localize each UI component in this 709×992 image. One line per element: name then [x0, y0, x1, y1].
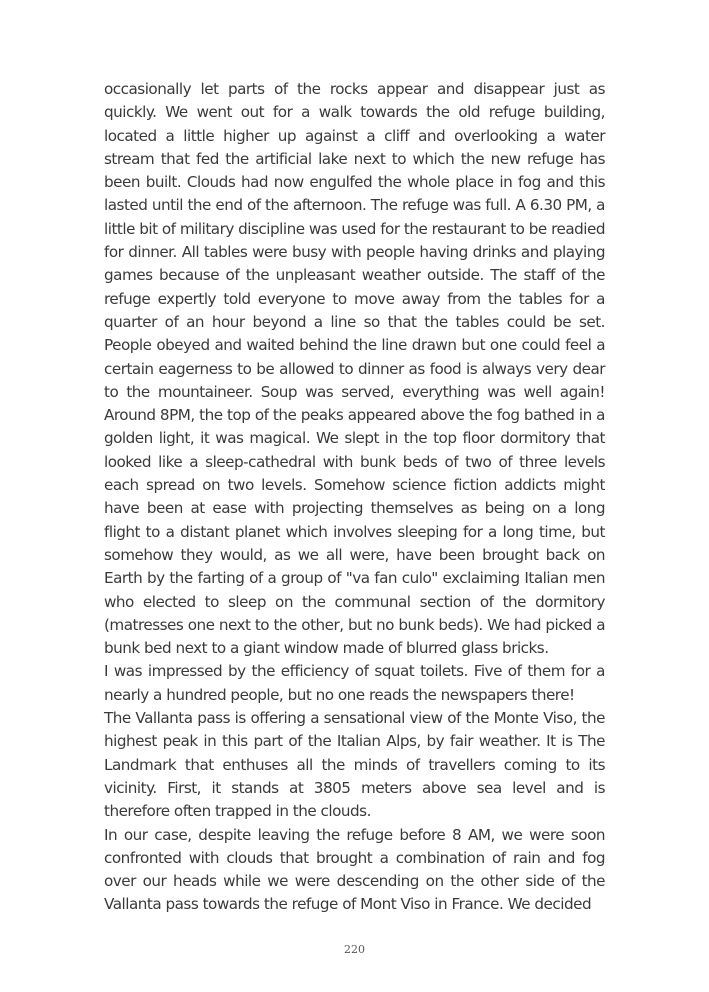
paragraph: In our case, despite leaving the refuge before 8 AM, we were soon confronted with clouds that brought a combination of rain and fog over our heads while we were descending on the other side of the Vallanta pass towards the refuge of Mont Viso in France. We decided	[104, 825, 605, 914]
body-text	[104, 78, 605, 917]
paragraph: occasionally let parts of the rocks appear and disappear just as quickly. We went out for a walk towards the old refuge building, located a little higher up against a cliff and overlooking a water stream that fed the artificial lake next to which the new refuge has been built. Clouds had now engulfed the whole place in fog and this lasted until the end of the afternoon. The refuge was full. A 6.30 PM, a little bit of military discipline was used for the restaurant to be readied for dinner. All tables were busy with people having drinks and playing games because of the unpleasant weather outside. The staff of the refuge expertly told everyone to move away from the tables for a quarter of an hour beyond a line so that the tables could be set. People obeyed and waited behind the line drawn but one could feel a certain eagerness to be allowed to dinner as food is always very dear to the mountaineer. Soup was served, everything was well again! Around 8PM, the top of the peaks appeared above the fog bathed in a golden light, it was magical. We slept in the top floor dormitory that looked like a sleep-cathedral with bunk beds of two of three levels each spread on two levels. Somehow science fiction addicts might have been at ease with projecting themselves as being on a long flight to a distant planet which involves sleeping for a long time, but somehow they would, as we all were, have been brought back on Earth by the farting of a group of "va fan culo" exclaiming Italian men who elected to sleep on the communal section of the dormitory (matresses one next to the other, but no bunk beds). We had picked a bunk bed next to a giant window made of blurred glass bricks.	[104, 80, 605, 658]
paragraph: The Vallanta pass is offering a sensational view of the Monte Viso, the highest peak in this part of the Italian Alps, by fair weather. It is The Landmark that enthuses all the minds of travellers coming to its vicinity. First, it stands at 3805 meters above sea level and is therefore often trapped in the clouds.	[104, 709, 605, 821]
page-number: 220	[344, 943, 365, 956]
paragraph: I was impressed by the efficiency of squat toilets. Five of them for a nearly a hundred people, but no one reads the newspapers there!	[104, 662, 605, 704]
